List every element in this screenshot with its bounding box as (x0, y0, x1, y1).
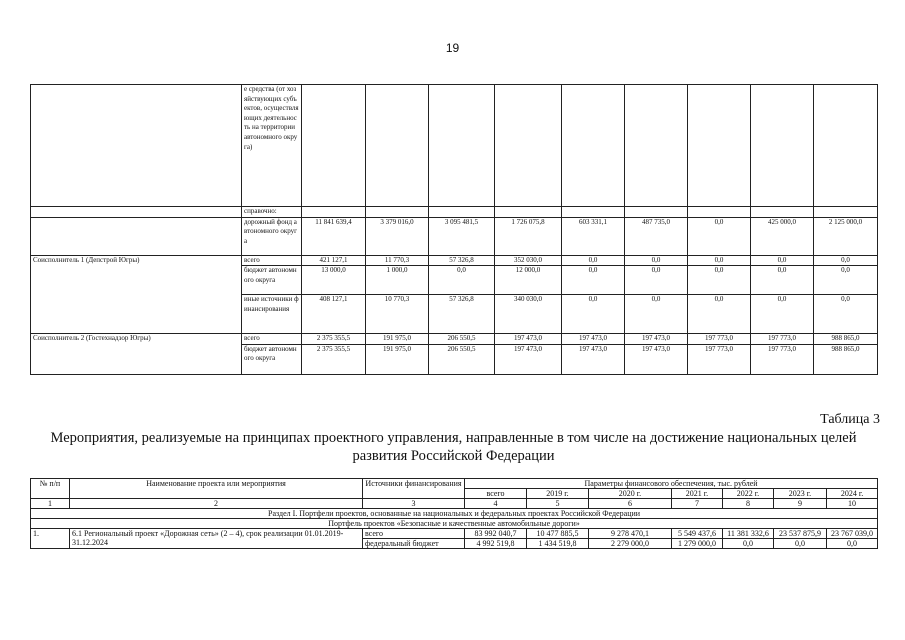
column-number: 6 (589, 499, 672, 509)
amount-cell (366, 207, 429, 218)
source-cell: е средства (от хозяйствующих субъектов, осуществляющих деятельность на территории автономного округа) (242, 85, 302, 207)
amount-cell (495, 207, 562, 218)
amount-cell: 1 279 000,0 (672, 539, 723, 549)
amount-cell (625, 85, 688, 207)
amount-cell: 487 735,0 (625, 217, 688, 255)
header-source: Источники финансирования (363, 479, 465, 499)
header-name: Наименование проекта или мероприятия (70, 479, 363, 499)
amount-cell: 0,0 (751, 255, 814, 266)
amount-cell: 0,0 (723, 539, 774, 549)
amount-cell: 0,0 (688, 255, 751, 266)
funding-source: всего (363, 529, 465, 539)
header-year: 2024 г. (827, 489, 878, 499)
table-row (31, 334, 878, 345)
executor-cell (31, 344, 242, 374)
amount-cell: 10 477 885,5 (527, 529, 589, 539)
executor-cell: Соисполнитель 1 (Депстрой Югры) (31, 255, 242, 266)
amount-cell: 206 550,5 (429, 344, 495, 374)
amount-cell: 1 434 519,8 (527, 539, 589, 549)
funding-table-continued (30, 84, 878, 375)
amount-cell (625, 207, 688, 218)
table-row (31, 255, 878, 266)
portfolio-title: Портфель проектов «Безопасные и качественные автомобильные дороги» (31, 519, 878, 529)
table-row (31, 344, 878, 374)
amount-cell: 0,0 (625, 266, 688, 295)
column-number: 7 (672, 499, 723, 509)
amount-cell: 23 537 875,9 (774, 529, 827, 539)
executor-cell (31, 207, 242, 218)
amount-cell: 0,0 (814, 266, 878, 295)
amount-cell (751, 85, 814, 207)
amount-cell: 191 975,0 (366, 334, 429, 345)
column-number: 9 (774, 499, 827, 509)
executor-cell (31, 85, 242, 207)
source-cell: справочно: (242, 207, 302, 218)
header-params: Параметры финансового обеспечения, тыс. рублей (465, 479, 878, 489)
amount-cell: 10 770,3 (366, 295, 429, 334)
amount-cell: 11 770,3 (366, 255, 429, 266)
project-number: 1. (31, 529, 70, 549)
header-year: 2022 г. (723, 489, 774, 499)
amount-cell (688, 207, 751, 218)
amount-cell: 603 331,1 (562, 217, 625, 255)
amount-cell (562, 207, 625, 218)
column-number: 8 (723, 499, 774, 509)
amount-cell: 988 865,0 (814, 334, 878, 345)
amount-cell: 0,0 (688, 217, 751, 255)
amount-cell: 0,0 (827, 539, 878, 549)
amount-cell: 197 473,0 (562, 334, 625, 345)
source-cell: иные источники финансирования (242, 295, 302, 334)
amount-cell: 425 000,0 (751, 217, 814, 255)
amount-cell: 0,0 (774, 539, 827, 549)
header-year: 2020 г. (589, 489, 672, 499)
executor-cell (31, 266, 242, 295)
column-number: 3 (363, 499, 465, 509)
amount-cell: 197 473,0 (495, 344, 562, 374)
amount-cell: 352 030,0 (495, 255, 562, 266)
amount-cell: 83 992 040,7 (465, 529, 527, 539)
column-number: 4 (465, 499, 527, 509)
amount-cell: 57 326,8 (429, 255, 495, 266)
amount-cell (688, 85, 751, 207)
source-cell: бюджет автономного округа (242, 344, 302, 374)
amount-cell: 197 473,0 (562, 344, 625, 374)
amount-cell: 0,0 (688, 266, 751, 295)
header-year: 2021 г. (672, 489, 723, 499)
page-number: 19 (445, 41, 460, 55)
source-cell: бюджет автономного округа (242, 266, 302, 295)
funding-source: федеральный бюджет (363, 539, 465, 549)
column-number: 1 (31, 499, 70, 509)
amount-cell: 0,0 (429, 266, 495, 295)
amount-cell: 3 379 016,0 (366, 217, 429, 255)
amount-cell: 2 375 355,5 (302, 344, 366, 374)
table-row (31, 266, 878, 295)
table-row (31, 207, 878, 218)
amount-cell: 13 000,0 (302, 266, 366, 295)
header-number: № п/п (31, 479, 70, 499)
amount-cell: 340 030,0 (495, 295, 562, 334)
amount-cell (429, 85, 495, 207)
header-year: 2019 г. (527, 489, 589, 499)
table3-label: Таблица 3 (820, 412, 880, 427)
amount-cell: 9 278 470,1 (589, 529, 672, 539)
amount-cell: 191 975,0 (366, 344, 429, 374)
amount-cell: 408 127,1 (302, 295, 366, 334)
amount-cell: 11 381 332,6 (723, 529, 774, 539)
amount-cell: 1 000,0 (366, 266, 429, 295)
source-cell: дорожный фонд автономного округа (242, 217, 302, 255)
amount-cell: 421 127,1 (302, 255, 366, 266)
source-cell: всего (242, 255, 302, 266)
header-year: всего (465, 489, 527, 499)
column-number: 2 (70, 499, 363, 509)
amount-cell: 23 767 039,0 (827, 529, 878, 539)
amount-cell: 2 279 000,0 (589, 539, 672, 549)
amount-cell (366, 85, 429, 207)
amount-cell: 206 550,5 (429, 334, 495, 345)
amount-cell: 0,0 (562, 295, 625, 334)
amount-cell: 197 473,0 (625, 344, 688, 374)
project-name: 6.1 Региональный проект «Дорожная сеть» (2 – 4), срок реализации 01.01.2019-31.12.2024 (70, 529, 363, 549)
amount-cell: 1 726 075,8 (495, 217, 562, 255)
amount-cell: 2 125 000,0 (814, 217, 878, 255)
amount-cell: 197 773,0 (688, 334, 751, 345)
amount-cell: 0,0 (814, 255, 878, 266)
amount-cell: 0,0 (562, 255, 625, 266)
table-row (31, 295, 878, 334)
executor-cell (31, 217, 242, 255)
project-table (30, 478, 878, 549)
amount-cell: 3 095 481,5 (429, 217, 495, 255)
amount-cell (429, 207, 495, 218)
amount-cell: 0,0 (751, 295, 814, 334)
amount-cell: 11 841 639,4 (302, 217, 366, 255)
amount-cell (495, 85, 562, 207)
table3-title: Мероприятия, реализуемые на принципах проектного управления, направленные в том числе на достижение национальных целей развития Российской Федерации (50, 430, 857, 464)
amount-cell: 0,0 (751, 266, 814, 295)
header-year: 2023 г. (774, 489, 827, 499)
amount-cell: 197 773,0 (751, 344, 814, 374)
amount-cell (302, 85, 366, 207)
amount-cell: 4 992 519,8 (465, 539, 527, 549)
amount-cell: 197 473,0 (495, 334, 562, 345)
amount-cell (562, 85, 625, 207)
amount-cell: 0,0 (562, 266, 625, 295)
table-row (31, 217, 878, 255)
amount-cell: 197 473,0 (625, 334, 688, 345)
amount-cell (751, 207, 814, 218)
amount-cell: 12 000,0 (495, 266, 562, 295)
amount-cell: 0,0 (625, 295, 688, 334)
amount-cell: 5 549 437,6 (672, 529, 723, 539)
executor-cell: Соисполнитель 2 (Гостехнадзор Югры) (31, 334, 242, 345)
table-row (31, 85, 878, 207)
amount-cell: 2 375 355,5 (302, 334, 366, 345)
amount-cell (814, 207, 878, 218)
amount-cell: 197 773,0 (688, 344, 751, 374)
column-number: 10 (827, 499, 878, 509)
section-title: Раздел I. Портфели проектов, основанные на национальных и федеральных проектах Российской Федерации (31, 509, 878, 519)
amount-cell (302, 207, 366, 218)
amount-cell: 0,0 (688, 295, 751, 334)
source-cell: всего (242, 334, 302, 345)
column-number: 5 (527, 499, 589, 509)
amount-cell (814, 85, 878, 207)
amount-cell: 0,0 (625, 255, 688, 266)
amount-cell: 988 865,0 (814, 344, 878, 374)
amount-cell: 197 773,0 (751, 334, 814, 345)
amount-cell: 0,0 (814, 295, 878, 334)
executor-cell (31, 295, 242, 334)
amount-cell: 57 326,8 (429, 295, 495, 334)
